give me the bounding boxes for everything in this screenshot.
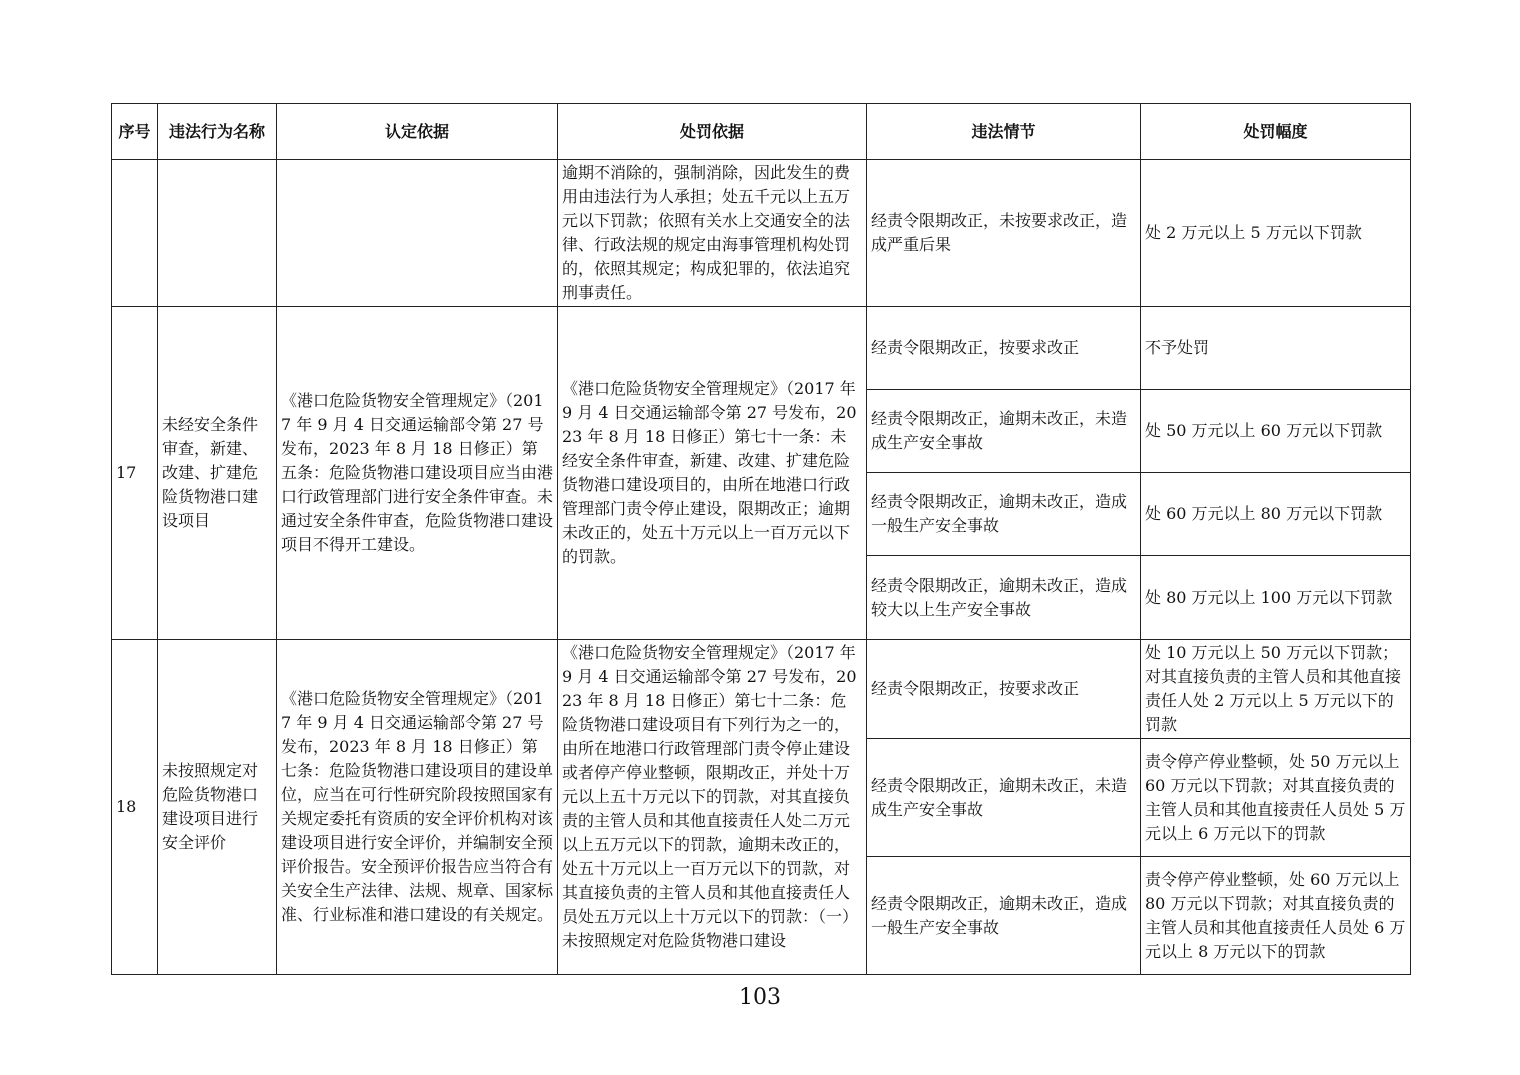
table-row-continued [112,160,1411,307]
circumstance-17-4: 经责令限期改正，逾期未改正，造成较大以上生产安全事故 [867,556,1141,640]
violation-name-cell [158,160,277,307]
seq-cell-17: 17 [112,307,158,640]
penalty-range-18-3: 责令停产停业整顿，处 60 万元以上 80 万元以下罚款；对其直接负责的主管人员和其他直接责任人员处 6 万元以上 8 万元以下的罚款 [1141,857,1411,975]
basis-17: 《港口危险货物安全管理规定》（2017 年 9 月 4 日交通运输部令第 27 号发布，2023 年 8 月 18 日修正）第五条：危险货物港口建设项目应当由港口行政管理部门进行安全条件审查。未通过安全条件审查，危险货物港口建设项目不得开工建设。 [277,307,558,640]
penalty-range-18-1: 处 10 万元以上 50 万元以下罚款；对其直接负责的主管人员和其他直接责任人处 2 万元以上 5 万元以下的罚款 [1141,640,1411,739]
table-row-18-1 [112,640,1411,739]
header-violation-name: 违法行为名称 [158,104,277,160]
penalty-basis-17: 《港口危险货物安全管理规定》（2017 年 9 月 4 日交通运输部令第 27 号发布，2023 年 8 月 18 日修正）第七十一条：未经安全条件审查，新建、改建、扩建危险货物港口建设项目的，由所在地港口行政管理部门责令停止建设，限期改正；逾期未改正的，处五十万元以上一百万元以下的罚款。 [558,307,867,640]
seq-cell-18: 18 [112,640,158,975]
header-seq: 序号 [112,104,158,160]
circumstance-cell: 经责令限期改正，未按要求改正，造成严重后果 [867,160,1141,307]
penalty-range-18-2: 责令停产停业整顿，处 50 万元以上 60 万元以下罚款；对其直接负责的主管人员和其他直接责任人员处 5 万元以上 6 万元以下的罚款 [1141,739,1411,857]
penalty-range-17-3: 处 60 万元以上 80 万元以下罚款 [1141,473,1411,556]
violation-name-17: 未经安全条件审查，新建、改建、扩建危险货物港口建设项目 [158,307,277,640]
circumstance-18-2: 经责令限期改正，逾期未改正，未造成生产安全事故 [867,739,1141,857]
violation-name-18: 未按照规定对危险货物港口建设项目进行安全评价 [158,640,277,975]
header-row [112,104,1411,160]
table-row-17-1 [112,307,1411,390]
circumstance-17-1: 经责令限期改正，按要求改正 [867,307,1141,390]
header-penalty-basis: 处罚依据 [558,104,867,160]
penalty-basis-cell: 逾期不消除的，强制消除，因此发生的费用由违法行为人承担；处五千元以上五万元以下罚款；依照有关水上交通安全的法律、行政法规的规定由海事管理机构处罚的，依照其规定；构成犯罪的，依法追究刑事责任。 [558,160,867,307]
header-basis: 认定依据 [277,104,558,160]
seq-cell [112,160,158,307]
circumstance-17-2: 经责令限期改正，逾期未改正，未造成生产安全事故 [867,390,1141,473]
penalty-range-17-1: 不予处罚 [1141,307,1411,390]
basis-cell [277,160,558,307]
header-circumstance: 违法情节 [867,104,1141,160]
penalty-range-cell: 处 2 万元以上 5 万元以下罚款 [1141,160,1411,307]
penalty-range-17-4: 处 80 万元以上 100 万元以下罚款 [1141,556,1411,640]
circumstance-18-1: 经责令限期改正，按要求改正 [867,640,1141,739]
circumstance-18-3: 经责令限期改正，逾期未改正，造成一般生产安全事故 [867,857,1141,975]
penalty-range-17-2: 处 50 万元以上 60 万元以下罚款 [1141,390,1411,473]
penalty-table [111,103,1411,975]
page-number: 103 [739,985,781,1010]
circumstance-17-3: 经责令限期改正，逾期未改正，造成一般生产安全事故 [867,473,1141,556]
header-penalty-range: 处罚幅度 [1141,104,1411,160]
basis-18: 《港口危险货物安全管理规定》（2017 年 9 月 4 日交通运输部令第 27 号发布，2023 年 8 月 18 日修正）第七条：危险货物港口建设项目的建设单位，应当在可行性研究阶段按照国家有关规定委托有资质的安全评价机构对该建设项目进行安全评价，并编制安全预评价报告。安全预评价报告应当符合有关安全生产法律、法规、规章、国家标准、行业标准和港口建设的有关规定。 [277,640,558,975]
penalty-basis-18: 《港口危险货物安全管理规定》（2017 年 9 月 4 日交通运输部令第 27 号发布，2023 年 8 月 18 日修正）第七十二条：危险货物港口建设项目有下列行为之一的，由所在地港口行政管理部门责令停止建设或者停产停业整顿，限期改正，并处十万元以上五十万元以下的罚款，对其直接负责的主管人员和其他直接责任人处二万元以上五万元以下的罚款，逾期未改正的，处五十万元以上一百万元以下的罚款，对其直接负责的主管人员和其他直接责任人员处五万元以上十万元以下的罚款：（一）未按照规定对危险货物港口建设 [558,640,867,975]
